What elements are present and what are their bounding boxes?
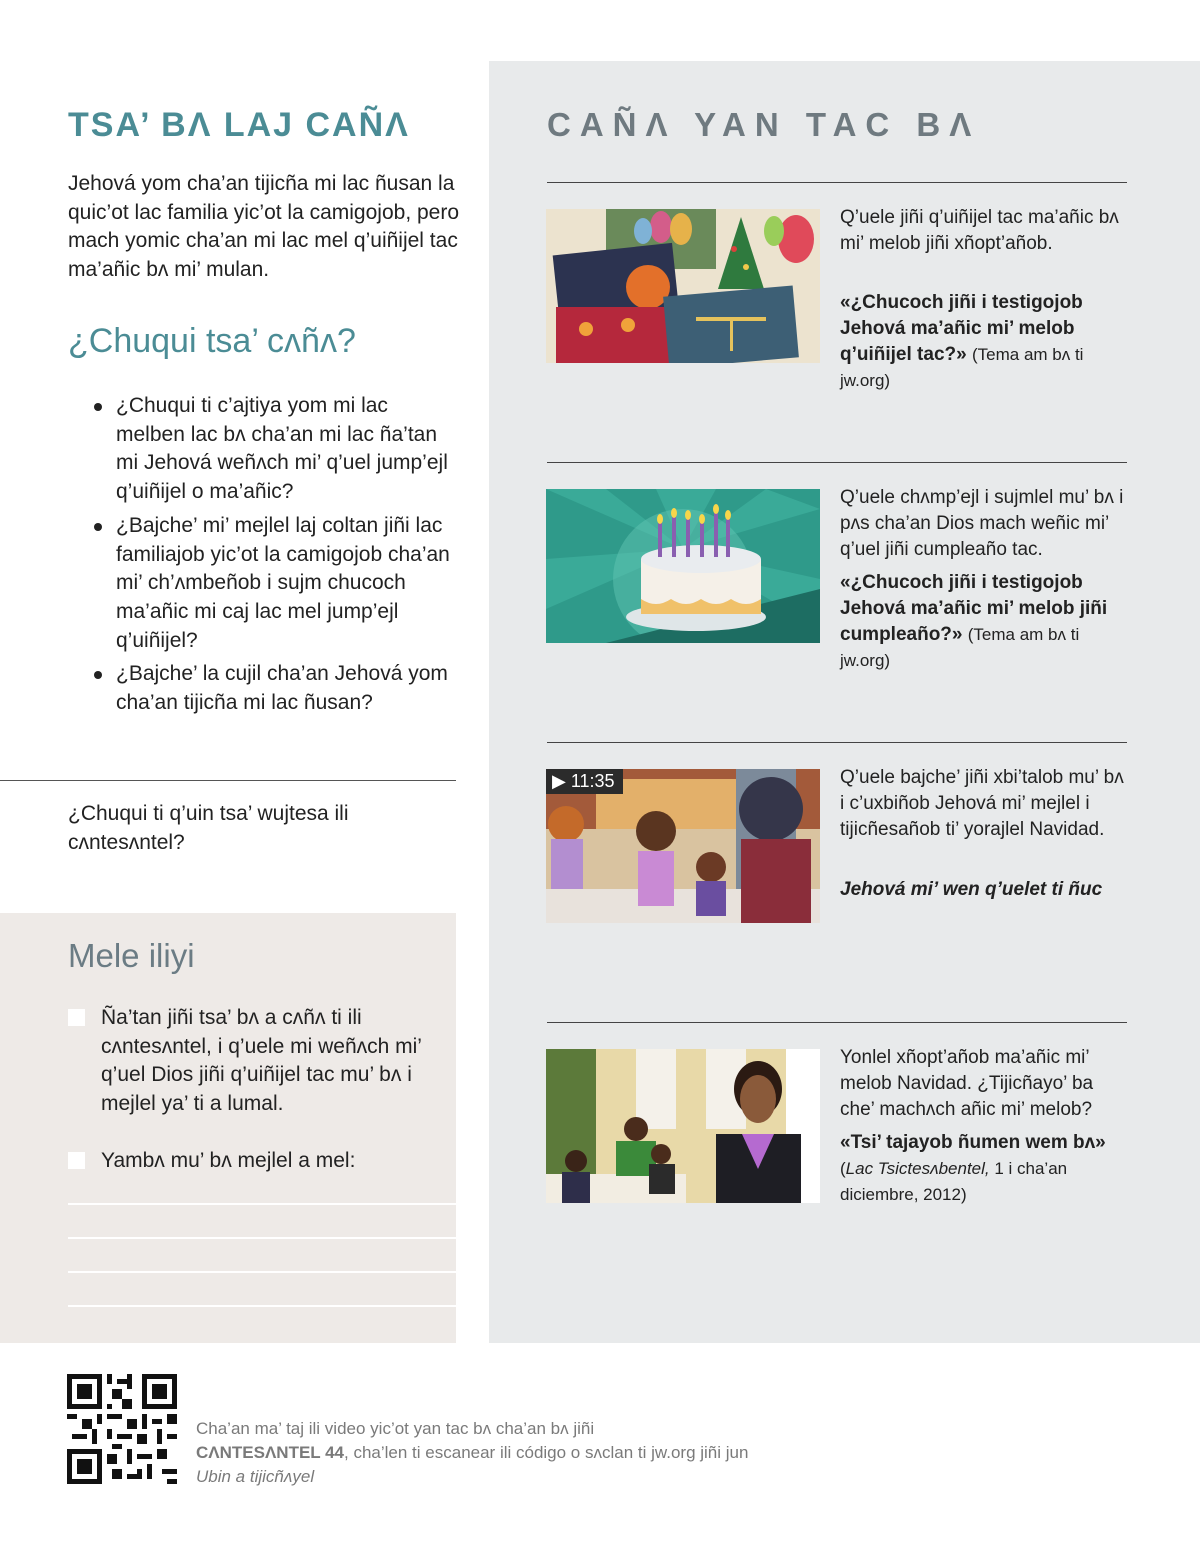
writing-line[interactable] (68, 1203, 456, 1205)
intro-paragraph: Jehová yom cha’an tijicña mi lac ñusan la quic’ot lac familia yic’ot la camigojob, pero mach yomic cha’an mi lac mel q’uiñijel tac ma’añic bʌ mi’ mulan. (68, 172, 460, 281)
bullet-icon (94, 403, 102, 411)
divider (547, 1022, 1127, 1023)
item-description: Q’uele chʌmp’ejl i sujmlel mu’ bʌ i pʌs cha’an Dios mach weñic mi’ q’uel jiñi cumpleaño tac. (840, 487, 1124, 560)
divider (547, 182, 1127, 183)
article-reference[interactable]: «¿Chucoch jiñi i testigojob Jehová ma’añic mi’ melob jiñi cumpleaño?» (Tema am bʌ ti jw.org) (840, 572, 1108, 670)
divider (547, 462, 1127, 463)
qr-code[interactable] (67, 1374, 177, 1484)
task-item: Yambʌ mu’ bʌ mejlel a mel: (68, 1147, 428, 1176)
article-reference[interactable]: «Tsi’ tajayob ñumen wem bʌ» (Lac Tsictesʌbentel, 1 i cha’an diciembre, 2012) (840, 1132, 1106, 1204)
article-reference[interactable]: «¿Chucoch jiñi i testigojob Jehová ma’añic mi’ melob q’uiñijel tac?» (Tema am bʌ ti jw.org) (840, 292, 1084, 390)
bullet-icon (94, 671, 102, 679)
writing-line[interactable] (68, 1271, 456, 1273)
further-study-title: CAÑɅ YAN TAC BɅ (547, 106, 981, 143)
woman-photo[interactable] (546, 1049, 820, 1203)
review-title: ¿Chuqui tsa’ cʌñʌ? (68, 322, 356, 360)
task-item: Ña’tan jiñi tsa’ bʌ a cʌñʌ ti ili cʌntesʌntel, i q’uele mi weñʌch mi’ q’uel Dios jiñi q’uiñijel tac mu’ bʌ i mejlel ya’ ti a lumal. (68, 1004, 428, 1118)
section-title: TSA’ BɅ LAJ CAÑɅ (68, 106, 410, 144)
video-length-badge: ▶ 11:35 (546, 769, 623, 794)
review-questions (92, 392, 457, 723)
bullet-icon (94, 523, 102, 531)
checkbox[interactable] (68, 1152, 85, 1169)
divider (547, 742, 1127, 743)
writing-line[interactable] (68, 1237, 456, 1239)
item-description: Q’uele bajche’ jiñi xbi’talob mu’ bʌ i c’uxbiñob Jehová mi’ mejlel i tijicñesañob ti’ yorajlel Navidad. (840, 767, 1124, 840)
divider (0, 780, 456, 781)
question-item: ¿Bajche’ mi’ mejlel laj coltan jiñi lac familiajob yic’ot la camigojob cha’an mi’ ch’ʌmbeñob i sujm chucoch ma’añic mi caj lac mel jump’ejl q’uiñijel? (92, 512, 457, 656)
writing-line[interactable] (68, 1305, 456, 1307)
item-description: Yonlel xñopt’añob ma’añic mi’ melob Navidad. ¿Tijicñayo’ ba che’ machʌch añic mi’ melob? (840, 1047, 1094, 1120)
holidays-photo[interactable] (546, 209, 820, 363)
video-thumbnail[interactable] (546, 769, 820, 923)
learn-question: ¿Chuqui ti q’uin tsa’ wujtesa ili cʌntesʌntel? (68, 802, 349, 854)
video-reference[interactable]: Jehová mi’ wen q’uelet ti ñuc (840, 879, 1103, 900)
play-icon: ▶ (552, 771, 566, 791)
try-this-title: Mele iliyi (68, 937, 195, 974)
item-description: Q’uele jiñi q’uiñijel tac ma’añic bʌ mi’ melob jiñi xñopt’añob. (840, 207, 1119, 254)
footer-note: Cha’an ma’ taj ili video yic’ot yan tac bʌ cha’an bʌ jiñi CɅNTESɅNTEL 44, cha’len ti escanear ili código o sʌclan ti jw.org jiñi jun Ubin a tijicñʌyel (196, 1419, 749, 1486)
birthday-cake-image[interactable] (546, 489, 820, 643)
question-item: ¿Chuqui ti c’ajtiya yom mi lac melben lac bʌ cha’an mi lac ña’tan mi Jehová weñʌch mi’ q’uel jump’ejl q’uiñijel o ma’añic? (92, 392, 457, 507)
checkbox[interactable] (68, 1009, 85, 1026)
question-item: ¿Bajche’ la cujil cha’an Jehová yom cha’an tijicña mi lac ñusan? (92, 660, 457, 717)
try-this-box (0, 913, 456, 1343)
